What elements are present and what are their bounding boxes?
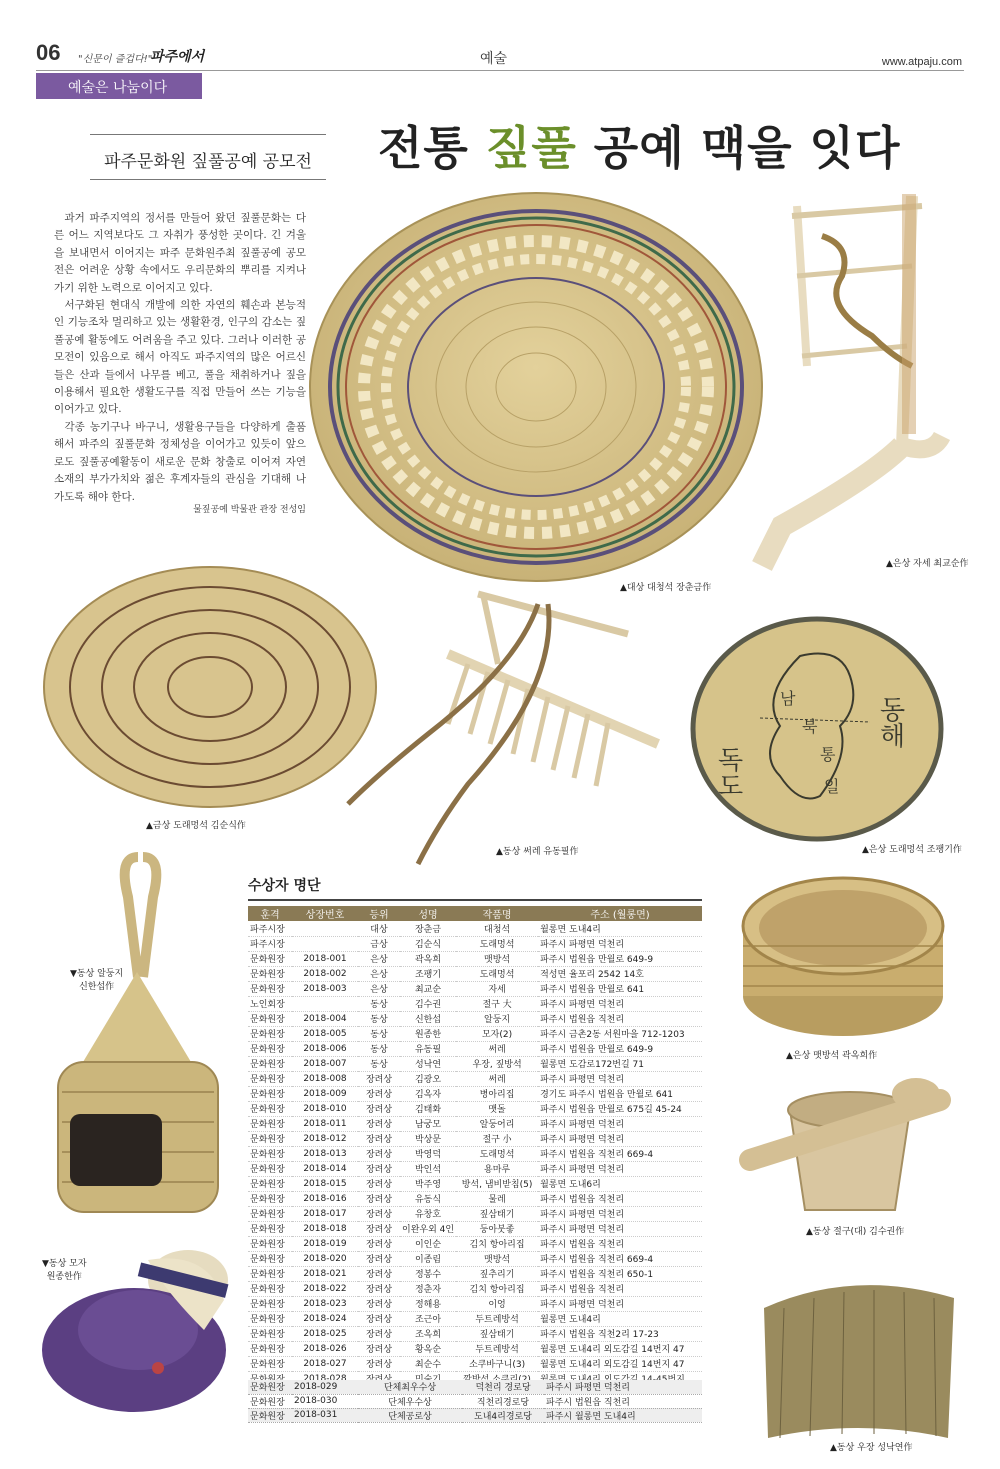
cell-cert: 2018-006 [292,1041,358,1056]
cell-address: 파주시 법원읍 직천리 669-4 [538,1146,702,1161]
cell-work: 짚추리기 [456,1266,538,1281]
cell-work: 병아리집 [456,1086,538,1101]
cell-work: 짚삼태기 [456,1206,538,1221]
cell-cert: 2018-001 [292,951,358,966]
cell-rank: 장려상 [358,1266,400,1281]
cell-rank: 동상 [358,1041,400,1056]
cell-work: 방석, 냄비받침(5) [456,1176,538,1191]
cell-cert: 2018-030 [292,1394,358,1408]
cell-name: 김광오 [400,1071,456,1086]
cell-cert [292,996,358,1011]
title-highlight: 짚풀 [485,121,577,175]
cell-address: 파주시 법원읍 만월로 675길 45-24 [538,1101,702,1116]
caption-line: ▼동상 모자 [42,1259,87,1269]
cell-work: 깔방석,소쿠리(2) [456,1371,538,1386]
silver-posture-photo [752,186,962,606]
cell-name: 조옥희 [400,1326,456,1341]
cell-rank: 장려상 [358,1281,400,1296]
cell-work: 모자(2) [456,1026,538,1041]
cell-address: 파주시 법원읍 직천리 [538,1011,702,1026]
winners-title-wrap [248,875,702,901]
article-title [378,112,900,178]
cell-address: 파주시 법원읍 직천리 [538,1281,702,1296]
cell-name: 이종림 [400,1251,456,1266]
cell-rank: 장려상 [358,1131,400,1146]
cell-work: 절구 小 [456,1131,538,1146]
cell-rank: 동상 [358,996,400,1011]
cell-work: 용마루 [456,1161,538,1176]
table-row [248,1176,702,1191]
cell-work: 대청석 [456,921,538,936]
cell-work: 소쿠바구니(3) [456,1356,538,1371]
table-row [248,1116,702,1131]
cell-award: 문화원장 [248,1011,292,1026]
table-row [248,1101,702,1116]
cell-cert: 2018-029 [292,1380,358,1394]
cell-rank: 단체우수상 [358,1394,462,1408]
cell-name: 유동식 [400,1191,456,1206]
cell-address: 월롱면 도내4리 외도감길 14번지 47 [538,1341,702,1356]
cell-cert [292,921,358,936]
cell-address: 적성면 율포리 2542 14호 [538,966,702,981]
table-row [248,981,702,996]
cell-rank: 장려상 [358,1311,400,1326]
cell-address: 파주시 파평면 덕천리 [538,1071,702,1086]
cell-name: 박상문 [400,1131,456,1146]
header-divider [36,70,964,71]
cell-cert: 2018-016 [292,1191,358,1206]
table-row [248,936,702,951]
cell-award: 문화원장 [248,1251,292,1266]
cell-group: 직천리경로당 [462,1394,544,1408]
cell-name: 남궁모 [400,1116,456,1131]
section-bar: 예술은 나눔이다 [36,73,202,99]
cell-cert: 2018-028 [292,1371,358,1386]
caption-silver-mat: ▲은상 도래멍석 조팽기作 [862,845,962,855]
cell-rank: 장려상 [358,1176,400,1191]
cell-name: 최교순 [400,981,456,996]
table-row [248,1281,702,1296]
cell-name: 이인순 [400,1236,456,1251]
cell-address: 파주시 월롱면 도내4리 [544,1408,702,1422]
table-row [248,1356,702,1371]
cell-address: 파주시 법원읍 직천리 [544,1394,702,1408]
cell-rank: 동상 [358,1056,400,1071]
cell-name: 이완우외 4인 [400,1221,456,1236]
cell-rank: 금상 [358,936,400,951]
cell-award: 문화원장 [248,1311,292,1326]
cell-rank: 장려상 [358,1071,400,1086]
cell-cert: 2018-021 [292,1266,358,1281]
cell-cert: 2018-007 [292,1056,358,1071]
col-header-award: 훈격 [248,906,292,921]
cell-rank: 장려상 [358,1326,400,1341]
cell-work: 둥아붓좋 [456,1221,538,1236]
cell-work: 우장, 짚방석 [456,1056,538,1071]
table-row [248,1341,702,1356]
caption-line: ▼동상 알둥지 [70,969,124,979]
table-row [248,966,702,981]
cell-cert: 2018-015 [292,1176,358,1191]
article-subtitle: 파주문화원 짚풀공예 공모전 [90,134,326,180]
cell-name: 민술기 [400,1371,456,1386]
caption-line: 원종한作 [46,1272,82,1282]
silver-basket-photo [738,866,948,1044]
table-row [248,1131,702,1146]
group-row [248,1394,702,1408]
silver-map-mat-photo [690,616,944,842]
winners-body [248,921,702,1386]
cell-name: 조팽기 [400,966,456,981]
cell-work: 절구 大 [456,996,538,1011]
group-winners-body [248,1380,702,1422]
cell-name: 곽옥희 [400,951,456,966]
slogan: "신문이 즐겁다!" [78,54,153,65]
cell-cert: 2018-009 [292,1086,358,1101]
table-row [248,1056,702,1071]
cell-name: 김태화 [400,1101,456,1116]
group-winners-table [248,1380,702,1423]
cell-cert: 2018-002 [292,966,358,981]
paragraph: 서구화된 현대식 개발에 의한 자연의 훼손과 본능적인 기능조차 멀리하고 있는 생활환경, 인구의 감소는 짚풀공예 활동에도 어려움을 주고 있다. 그러나 이러한 공모전이 있음으로 해서 아직도 파주지역의 많은 어르신들은 산과 들에서 나무를 베고, 풀을 채취하거나 짚을 이용해서 필요한 생활도구를 직접 만들어 쓰는 기능을 이어가고 있다. [54,299,306,416]
cell-rank: 장려상 [358,1086,400,1101]
table-row [248,1311,702,1326]
cell-award: 문화원장 [248,1266,292,1281]
cell-rank: 장려상 [358,1251,400,1266]
winners-title: 수상자 명단 [248,875,702,901]
cell-rank: 단체공로상 [358,1408,462,1422]
grand-prize-mat-photo [306,192,768,588]
cell-award: 문화원장 [248,1296,292,1311]
bronze-rake-photo [338,584,658,874]
cell-rank: 장려상 [358,1371,400,1386]
cell-award: 문화원장 [248,1026,292,1041]
site-url[interactable]: www.atpaju.com [881,56,962,68]
cell-address: 파주시 법원읍 직천리 [538,1236,702,1251]
cell-work: 자세 [456,981,538,996]
cell-work: 알둥지 [456,1011,538,1026]
cell-rank: 장려상 [358,1341,400,1356]
col-header-name: 성명 [400,906,456,921]
table-row [248,1161,702,1176]
cell-rank: 장려상 [358,1356,400,1371]
cell-work: 맷방석 [456,951,538,966]
cell-name: 정봉수 [400,1266,456,1281]
cell-name: 장춘금 [400,921,456,936]
cell-award: 문화원장 [248,1380,292,1394]
cell-work: 도래멍석 [456,936,538,951]
col-header-work: 작품명 [456,906,538,921]
cell-name: 원종한 [400,1026,456,1041]
cell-cert: 2018-018 [292,1221,358,1236]
cell-cert: 2018-020 [292,1251,358,1266]
cell-address: 파주시 법원읍 직천2리 17-23 [538,1326,702,1341]
cell-rank: 장려상 [358,1191,400,1206]
article-body [54,210,306,506]
cell-name: 김옥자 [400,1086,456,1101]
cell-rank: 은상 [358,951,400,966]
caption-silver-posture: ▲은상 자세 최교순作 [886,559,969,569]
cell-award: 문화원장 [248,1356,292,1371]
cell-rank: 동상 [358,1026,400,1041]
cell-rank: 장려상 [358,1161,400,1176]
cell-cert: 2018-022 [292,1281,358,1296]
cell-cert: 2018-003 [292,981,358,996]
cell-group: 덕천리 경로당 [462,1380,544,1394]
page-number: 06 [36,40,61,65]
table-row [248,951,702,966]
section-label: 예술 [480,51,508,67]
cell-rank: 장려상 [358,1221,400,1236]
cell-award: 파주시장 [248,921,292,936]
map-label-il: 일 [824,777,840,796]
cell-rank: 단체최우수상 [358,1380,462,1394]
cell-name: 김수권 [400,996,456,1011]
cell-work: 도래멍석 [456,1146,538,1161]
cell-work: 맷돌 [456,1101,538,1116]
cell-cert: 2018-012 [292,1131,358,1146]
cell-address: 파주시 법원읍 직천리 669-4 [538,1251,702,1266]
map-label-south: 남 [780,689,796,708]
cell-cert: 2018-026 [292,1341,358,1356]
title-pre: 전통 [378,121,486,175]
cell-address: 파주시 법원읍 직천리 [538,1191,702,1206]
caption-bronze-egg-nest [70,968,123,994]
cell-rank: 장려상 [358,1146,400,1161]
title-post: 공예 맥을 잇다 [576,121,901,175]
table-row [248,1206,702,1221]
cell-award: 문화원장 [248,1086,292,1101]
cell-address: 파주시 파평면 덕천리 [538,1296,702,1311]
cell-award: 문화원장 [248,1408,292,1422]
table-row [248,921,702,936]
col-header-rank: 등위 [358,906,400,921]
cell-cert: 2018-005 [292,1026,358,1041]
cell-address: 경기도 파주시 법원읍 만월로 641 [538,1086,702,1101]
cell-cert: 2018-031 [292,1408,358,1422]
cell-work: 두트레방석 [456,1341,538,1356]
cell-group: 도내4리경로당 [462,1408,544,1422]
cell-award: 문화원장 [248,1206,292,1221]
cell-rank: 은상 [358,966,400,981]
cell-cert: 2018-025 [292,1326,358,1341]
cell-work: 알둥어리 [456,1116,538,1131]
cell-cert: 2018-008 [292,1071,358,1086]
cell-award: 문화원장 [248,1101,292,1116]
cell-award: 문화원장 [248,1071,292,1086]
cell-name: 정해용 [400,1296,456,1311]
table-row [248,1266,702,1281]
caption-bronze-cape: ▲동상 우장 성낙연作 [830,1443,913,1453]
cell-rank: 장려상 [358,1296,400,1311]
cell-work: 도래멍석 [456,966,538,981]
cell-cert: 2018-024 [292,1311,358,1326]
table-row [248,1296,702,1311]
brand-logo: 파주에서 [150,49,205,65]
cell-name: 유동필 [400,1041,456,1056]
cell-award: 문화원장 [248,1116,292,1131]
cell-work: 맷방석 [456,1251,538,1266]
cell-name: 김순식 [400,936,456,951]
cell-address: 월롱면 도내4리 [538,1311,702,1326]
caption-bronze-mortar: ▲동상 절구(대) 김수권作 [806,1227,905,1237]
table-row [248,1011,702,1026]
cell-award: 문화원장 [248,1131,292,1146]
cell-cert: 2018-027 [292,1356,358,1371]
cell-cert: 2018-017 [292,1206,358,1221]
bronze-egg-nest-photo [48,852,226,1222]
cell-address: 파주시 파평면 덕천리 [538,996,702,1011]
group-row [248,1408,702,1422]
cell-address: 파주시 파평면 덕천리 [544,1380,702,1394]
cell-address: 파주시 파평면 덕천리 [538,1116,702,1131]
paragraph: 각종 농기구나 바구니, 생활용구들을 다양하게 출품해서 파주의 짚풀문화 정체성을 이어가고 있듯이 앞으로도 짚풀공예활동이 새로운 문화 창출로 이어져 자연소재의 부가가치와 젊은 후계자들의 관심을 기대해 나가도록 해야 한다. [54,420,306,503]
cell-award: 문화원장 [248,1341,292,1356]
cell-cert: 2018-023 [292,1296,358,1311]
cell-address: 월롱면 도내4리 [538,921,702,936]
cell-address: 파주시 법원읍 직천리 650-1 [538,1266,702,1281]
cell-address: 파주시 법원읍 만월로 641 [538,981,702,996]
cell-work: 김치 항아리집 [456,1236,538,1251]
cell-award: 노인회장 [248,996,292,1011]
table-header-row [248,906,702,921]
cell-cert: 2018-004 [292,1011,358,1026]
cell-award: 문화원장 [248,951,292,966]
cell-award: 문화원장 [248,1161,292,1176]
cell-address: 파주시 파평면 덕천리 [538,1206,702,1221]
cell-award: 문화원장 [248,1394,292,1408]
cell-name: 성낙연 [400,1056,456,1071]
author-signature: 물짚공예 박물관 관장 전성임 [193,505,306,515]
cell-address: 월롱면 도내4리 외도감길 14-45번지 [538,1371,702,1386]
group-row [248,1380,702,1394]
caption-line: 신한섭作 [79,982,115,992]
cell-award: 문화원장 [248,966,292,981]
caption-bronze-rake: ▲동상 써레 유동필作 [496,847,579,857]
cell-award: 문화원장 [248,1041,292,1056]
map-label-east-sea: 동해 [875,696,905,748]
caption-silver-basket: ▲은상 맷방석 곽옥희作 [786,1051,878,1061]
caption-bronze-hat [42,1258,87,1284]
col-header-address: 주소 (월롱면) [538,906,702,921]
cell-address: 파주시 파평면 덕천리 [538,1161,702,1176]
cell-name: 신한섭 [400,1011,456,1026]
cell-cert: 2018-014 [292,1161,358,1176]
caption-grand-prize: ▲대상 대청석 장춘금作 [620,583,712,593]
table-row [248,1146,702,1161]
cell-cert [292,936,358,951]
cell-rank: 장려상 [358,1116,400,1131]
cell-work: 짚삼태기 [456,1326,538,1341]
cell-award: 문화원장 [248,1371,292,1386]
cell-award: 문화원장 [248,1176,292,1191]
gold-mat-photo [40,562,380,812]
cell-cert: 2018-011 [292,1116,358,1131]
cell-address: 월롱면 도내6리 [538,1176,702,1191]
cell-rank: 장려상 [358,1236,400,1251]
bronze-cape-photo [754,1268,960,1448]
cell-award: 문화원장 [248,1146,292,1161]
cell-award: 문화원장 [248,1191,292,1206]
cell-rank: 장려상 [358,1206,400,1221]
bronze-mortar-photo [740,1070,958,1218]
table-row [248,1221,702,1236]
cell-address: 파주시 파평면 덕천리 [538,1131,702,1146]
cell-address: 파주시 금촌2동 서원마을 712-1203 [538,1026,702,1041]
cell-name: 조근아 [400,1311,456,1326]
cell-address: 월롱면 도내4리 외도감길 14번지 47 [538,1356,702,1371]
table-row [248,996,702,1011]
cell-award: 문화원장 [248,1236,292,1251]
map-label-dokdo: 독도 [713,746,743,798]
table-row [248,1086,702,1101]
table-row [248,1191,702,1206]
cell-address: 파주시 법원읍 만월로 649-9 [538,951,702,966]
cell-cert: 2018-010 [292,1101,358,1116]
cell-address: 파주시 법원읍 만월로 649-9 [538,1041,702,1056]
winners-table [248,906,702,1387]
cell-name: 박인석 [400,1161,456,1176]
cell-work: 물레 [456,1191,538,1206]
cell-award: 파주시장 [248,936,292,951]
cell-name: 유창호 [400,1206,456,1221]
cell-award: 문화원장 [248,1056,292,1071]
cell-award: 문화원장 [248,1221,292,1236]
table-row [248,1026,702,1041]
cell-award: 문화원장 [248,981,292,996]
cell-name: 최순수 [400,1356,456,1371]
table-row [248,1326,702,1341]
cell-work: 김치 항아리집 [456,1281,538,1296]
cell-name: 박주영 [400,1176,456,1191]
cell-work: 이엉 [456,1296,538,1311]
table-row [248,1236,702,1251]
cell-name: 박영덕 [400,1146,456,1161]
cell-work: 써레 [456,1071,538,1086]
cell-address: 파주시 파평면 덕천리 [538,936,702,951]
cell-rank: 대상 [358,921,400,936]
cell-name: 황옥순 [400,1341,456,1356]
cell-rank: 장려상 [358,1101,400,1116]
paragraph: 과거 파주지역의 정서를 만들어 왔던 짚풀문화는 다른 어느 지역보다도 그 자취가 풍성한 곳이다. 긴 겨울을 보내면서 이어지는 파주 문화원주최 짚풀공예 공모전은 어려운 상황 속에서도 우리문화의 뿌리를 지켜나가기 위한 노력으로 이어지고 있다. [54,212,306,294]
map-label-unify: 통 [820,745,836,764]
cell-address: 파주시 파평면 덕천리 [538,1221,702,1236]
col-header-cert: 상장번호 [292,906,358,921]
cell-address: 월롱면 도감로172번길 71 [538,1056,702,1071]
table-row [248,1071,702,1086]
cell-rank: 은상 [358,981,400,996]
map-label-north: 북 [802,717,818,736]
cell-cert: 2018-013 [292,1146,358,1161]
table-row [248,1251,702,1266]
caption-gold-mat: ▲금상 도래멍석 김순식作 [146,821,246,831]
table-row [248,1041,702,1056]
cell-work: 두트레방석 [456,1311,538,1326]
cell-rank: 동상 [358,1011,400,1026]
cell-award: 문화원장 [248,1281,292,1296]
cell-cert: 2018-019 [292,1236,358,1251]
cell-name: 정춘자 [400,1281,456,1296]
cell-award: 문화원장 [248,1326,292,1341]
cell-work: 써레 [456,1041,538,1056]
